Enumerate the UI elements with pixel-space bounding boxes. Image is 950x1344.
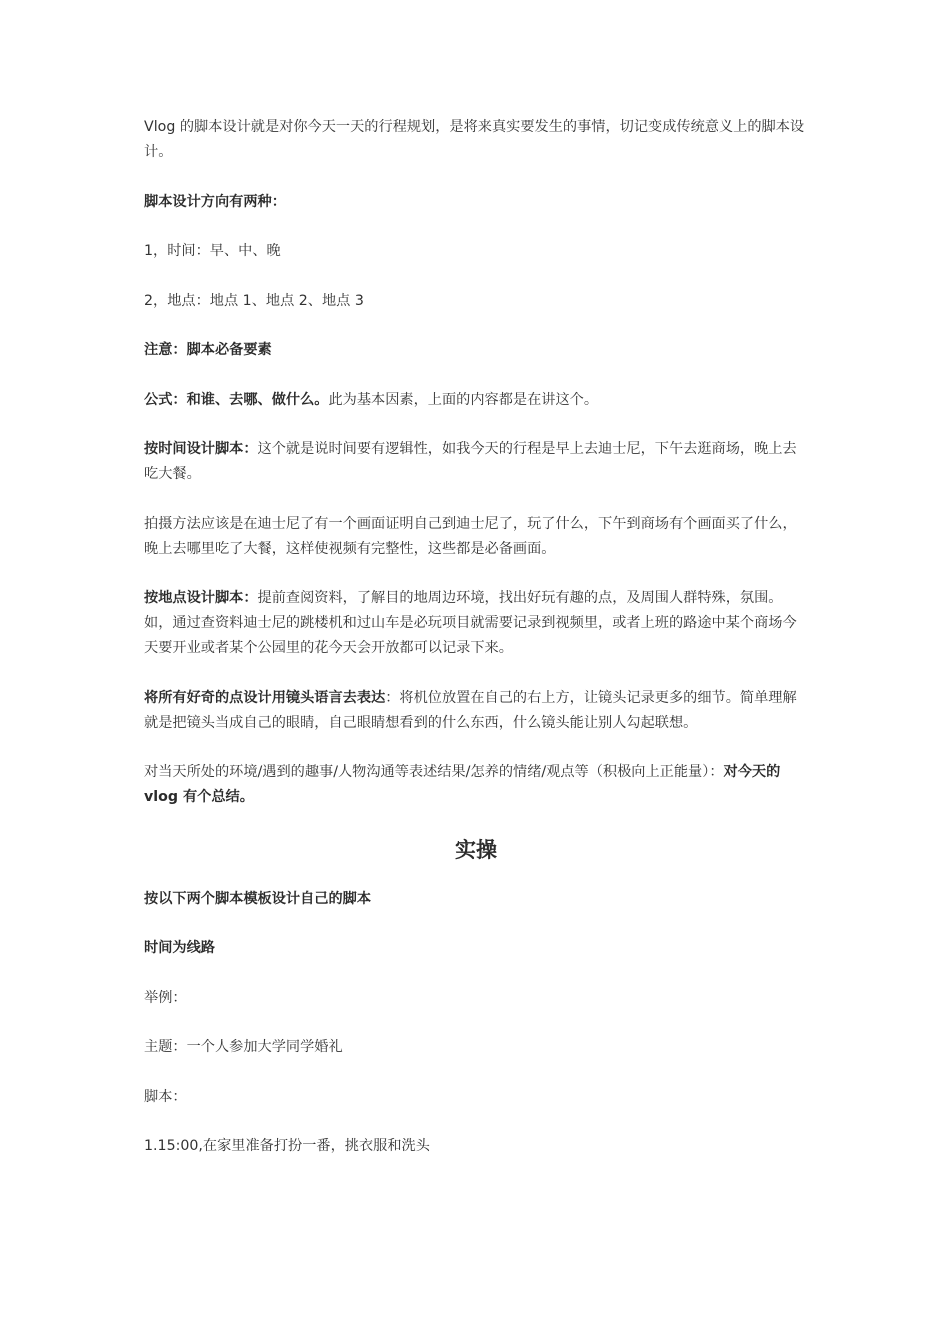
- direction-item-time-text: 1，时间：早、中、晚: [144, 243, 281, 259]
- curious-bold-text: 将所有好奇的点设计用镜头语言去表达: [144, 689, 386, 706]
- time-design-paragraph: [144, 437, 808, 487]
- script-label-text: 脚本：: [144, 1088, 187, 1105]
- practice-heading: 实操: [455, 837, 497, 862]
- script-item-1: [144, 1134, 808, 1159]
- time-design-rest-text: 这个就是说时间要有逻辑性，如我今天的行程是早上去迪士尼，下午去逛商场，晚上去吃大餐。: [144, 441, 797, 482]
- example-label: [144, 986, 808, 1011]
- template-heading: [144, 887, 808, 912]
- time-route-heading-text: 时间为线路: [144, 940, 215, 956]
- direction-heading-text: 脚本设计方向有两种：: [144, 193, 286, 210]
- place-design-paragraph: [144, 586, 808, 661]
- intro-paragraph: [144, 115, 808, 165]
- summary-rest-text: 对当天所处的环境/遇到的趣事/人物沟通等表述结果/怎养的情绪/观点等（积极向上正能量）：: [144, 764, 724, 780]
- summary-bold-text: 对今天的 vlog 有个总结。: [144, 764, 781, 805]
- theme-line-text: 主题：一个人参加大学同学婚礼: [144, 1039, 343, 1055]
- time-design-bold-text: 按时间设计脚本：: [144, 441, 258, 457]
- example-label-text: 举例：: [144, 989, 187, 1006]
- note-heading: [144, 338, 808, 363]
- shoot-method-paragraph: [144, 512, 808, 562]
- curious-points-paragraph: [144, 686, 808, 736]
- curious-rest-text: ：将机位放置在自己的右上方，让镜头记录更多的细节。简单理解就是把镜头当成自己的眼睛，自己眼睛想看到的什么东西，什么镜头能让别人勾起联想。: [144, 689, 797, 731]
- document-page: [144, 115, 808, 1184]
- direction-item-place-text: 2，地点：地点 1、地点 2、地点 3: [144, 292, 364, 309]
- intro-text: Vlog 的脚本设计就是对你今天一天的行程规划，是将来真实要发生的事情，切记变成传统意义上的脚本设计。: [144, 119, 805, 160]
- direction-heading: [144, 190, 808, 215]
- script-item-1-text: 1.15:00,在家里准备打扮一番，挑衣服和洗头: [144, 1138, 430, 1154]
- script-label: [144, 1085, 808, 1110]
- note-heading-text: 注意：脚本必备要素: [144, 342, 272, 358]
- formula-bold-text: 公式：和谁、去哪、做什么。: [144, 391, 329, 408]
- time-route-heading: [144, 936, 808, 961]
- place-design-bold-text: 按地点设计脚本：: [144, 590, 258, 606]
- theme-line: [144, 1035, 808, 1060]
- direction-item-time: [144, 239, 808, 264]
- formula-rest-text: 此为基本因素，上面的内容都是在讲这个。: [328, 391, 599, 408]
- place-design-rest-text: 提前查阅资料，了解目的地周边环境，找出好玩有趣的点，及周围人群特殊，氛围。如，通过查资料迪士尼的跳楼机和过山车是必玩项目就需要记录到视频里，或者上班的路途中某个商场今天要开业或者某个公园里的花今天会开放都可以记录下来。: [144, 590, 797, 656]
- formula-paragraph: [144, 388, 808, 413]
- shoot-method-text: 拍摄方法应该是在迪士尼了有一个画面证明自己到迪士尼了，玩了什么，下午到商场有个画面买了什么，晚上去哪里吃了大餐，这样使视频有完整性，这些都是必备画面。: [144, 515, 797, 557]
- template-heading-text: 按以下两个脚本模板设计自己的脚本: [144, 890, 372, 907]
- summary-paragraph: [144, 760, 808, 810]
- direction-item-place: [144, 289, 808, 314]
